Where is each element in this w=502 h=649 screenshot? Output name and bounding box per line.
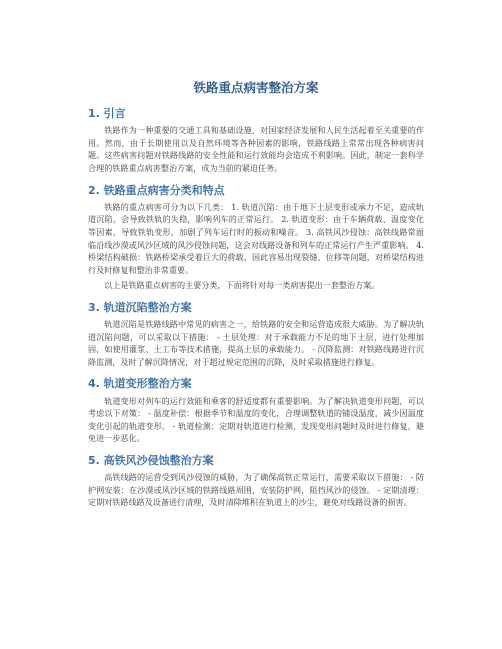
section-heading: 1. 引言: [88, 107, 126, 120]
section-heading: 5. 高铁风沙侵蚀整治方案: [88, 454, 214, 468]
section-track-deformation: [88, 377, 424, 445]
paragraph: 铁路的重点病害可分为以下几类： 1. 轨道沉陷：由于地下土层变形或承力不足，造成轨道沉陷，会导致铁轨的失稳，影响列车的正常运行。 2. 轨道变形：由于车辆荷载、温度变化等因素，导致铁轨变形，加剧了列车运行时的振动和噪音。 3. 高铁风沙侵蚀：高铁线路常面临沿线沙漠或风沙区域的风沙侵蚀问题，这会对线路设备和列车的正常运行产生严重影响。 4. 桥梁结构破损：铁路桥梁承受着巨大的荷载，因此容易出现裂缝、位移等问题，对桥梁结构进行及时修复和整治非常重要。: [88, 201, 424, 275]
section-sand-erosion: [88, 454, 424, 509]
section-heading: 3. 轨道沉陷整治方案: [88, 300, 192, 314]
section-heading: 4. 轨道变形整治方案: [88, 377, 192, 391]
paragraph: 轨道变形对列车的运行效能和乘客的舒适度都有重要影响。为了解决轨道变形问题，可以考虑以下对策： - 温度补偿：根据季节和温度的变化，合理调整轨道的铺设温度，减少因温度变化引起的轨道变形。 - 轨道检测：定期对轨道进行检测，发现变形问题时及时进行修复，避免进一步恶化。: [88, 395, 424, 444]
section-track-subsidence: [88, 301, 424, 369]
paragraph: 铁路作为一种重要的交通工具和基础设施，对国家经济发展和人民生活起着至关重要的作用。然而，由于长期使用以及自然环境等各种因素的影响，铁路线路上常常出现各种病害问题。这些病害问题对铁路线路的安全性能和运行效能均会造成不利影响。因此，制定一套科学合理的铁路重点病害整治方案，成为当前的紧迫任务。: [88, 125, 424, 173]
paragraph: 高铁线路的运营受到风沙侵蚀的威胁，为了确保高铁正常运行，需要采取以下措施： - 防护网安装：在沙漠或风沙区域的铁路线路周围，安装防护网，阻挡风沙的侵蚀。 - 定期清理：定期对铁路线路及设备进行清理，及时清除堆积在轨道上的沙尘，避免对线路设备的损害。: [88, 472, 424, 508]
section-heading: 2. 铁路重点病害分类和特点: [88, 183, 225, 197]
section-introduction: [88, 107, 424, 175]
paragraph: 以上是铁路重点病害的主要分类，下面将针对每一类病害提出一套整治方案。: [104, 280, 380, 291]
section-classification: [88, 184, 424, 292]
document-title: 铁路重点病害整治方案: [193, 80, 319, 95]
paragraph: 轨道沉陷是铁路线路中常见的病害之一，给铁路的安全和运营造成很大威胁。为了解决轨道沉陷问题，可以采取以下措施： - 土层处理：对于承载能力不足的地下土层，进行处理加固，如使用灌浆、土工布等技术措施，提高土层的承载能力。 - 沉降监测：对铁路线路进行沉降监测，及时了解沉降情况，对于超过规定范围的沉降，及时采取措施进行修复。: [88, 319, 424, 367]
